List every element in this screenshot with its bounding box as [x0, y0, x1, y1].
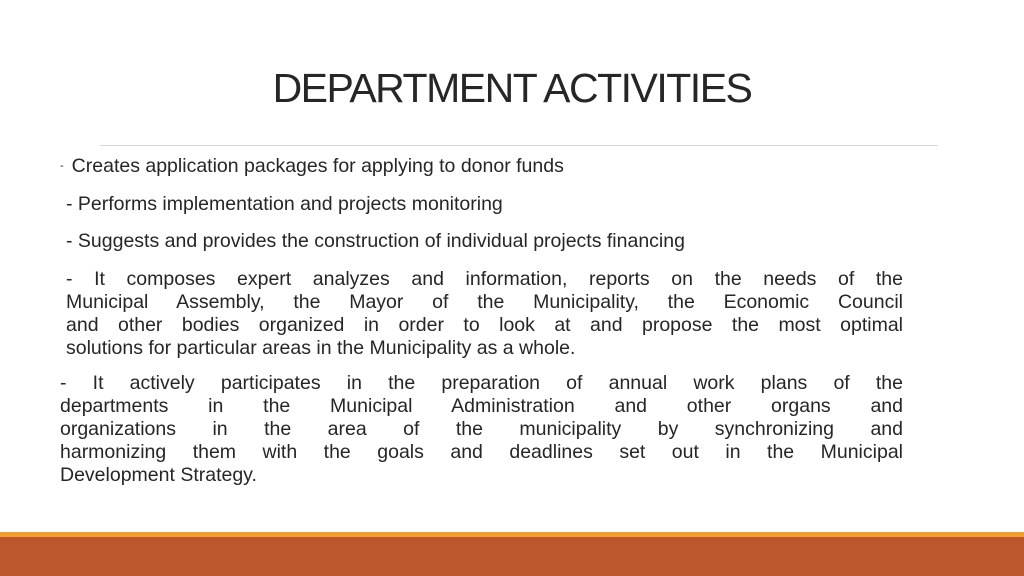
activity-line: and other bodies organized in order to look at and propose the most optimal — [66, 314, 903, 336]
activity-item-1 — [60, 155, 564, 178]
activity-line: - It actively participates in the preparation of annual work plans of the — [60, 372, 903, 394]
activity-item-3 — [66, 230, 685, 253]
activity-line: harmonizing them with the goals and deadlines set out in the Municipal — [60, 441, 903, 463]
activity-item-2 — [66, 193, 503, 216]
activity-line: Municipal Assembly, the Mayor of the Municipality, the Economic Council — [66, 291, 903, 313]
footer-bar — [0, 537, 1024, 576]
title-divider — [100, 145, 938, 146]
bullet-dash: - — [60, 160, 64, 172]
slide-title: DEPARTMENT ACTIVITIES — [272, 65, 752, 111]
activity-item-4 — [66, 268, 903, 360]
activity-line: solutions for particular areas in the Municipality as a whole. — [66, 337, 576, 359]
activity-line: organizations in the area of the municipality by synchronizing and — [60, 418, 903, 440]
activity-text: Creates application packages for applying to donor funds — [71, 155, 564, 177]
activity-line: - Suggests and provides the construction of individual projects financing — [66, 230, 685, 252]
activity-line: departments in the Municipal Administration and other organs and — [60, 395, 903, 417]
activity-line: - Performs implementation and projects monitoring — [66, 193, 503, 215]
activity-line — [60, 155, 564, 178]
activity-line: - It composes expert analyzes and information, reports on the needs of the — [66, 268, 903, 290]
activity-item-5 — [60, 372, 903, 487]
activity-line: Development Strategy. — [60, 464, 257, 486]
